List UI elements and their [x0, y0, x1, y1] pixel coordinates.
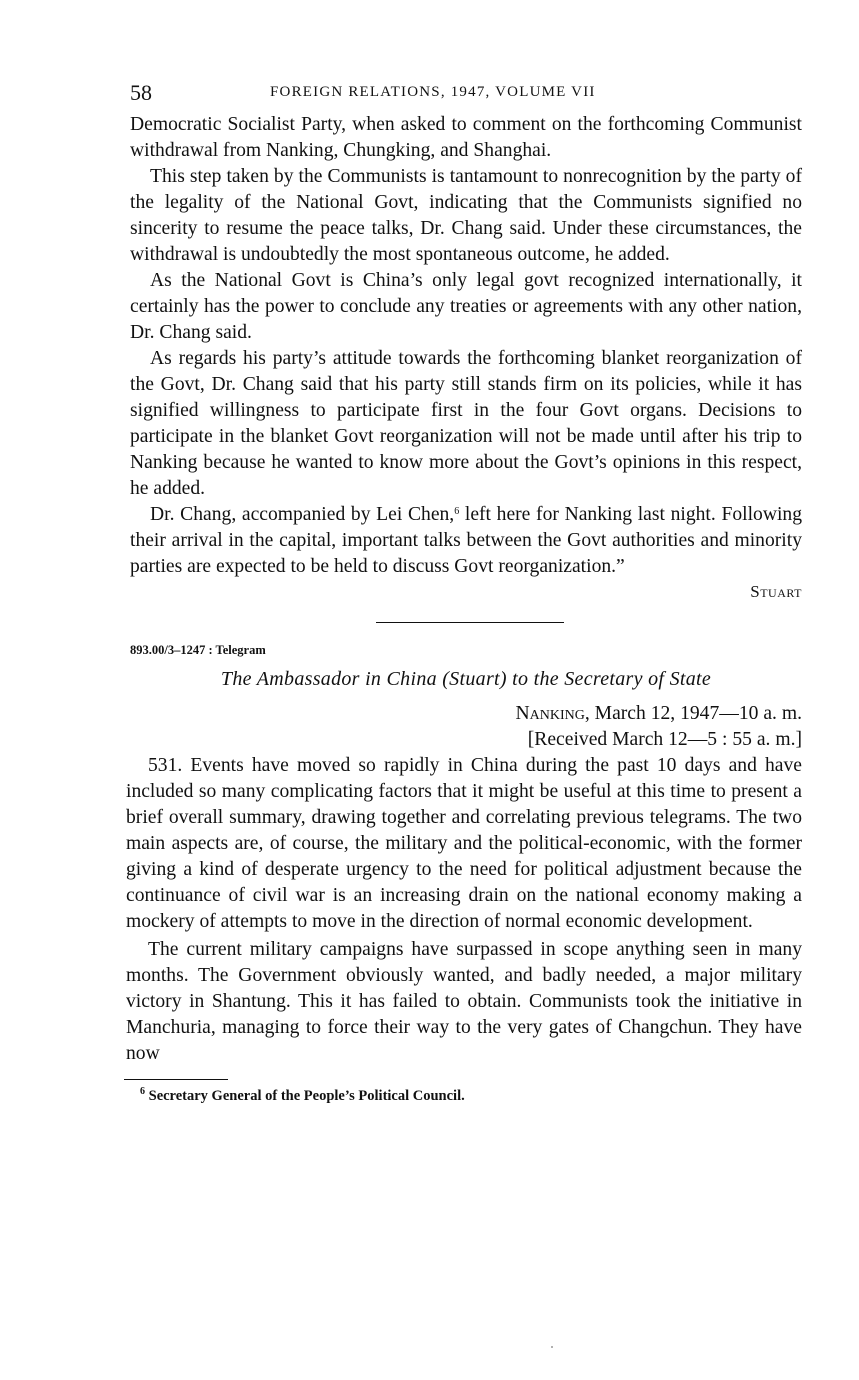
dateline	[130, 701, 802, 753]
place-name: Nanking	[515, 703, 585, 724]
paragraph-text: left here for Nanking last night. Following their arrival in the capital, important talks between the Govt authorities and minority parties are expected to be held to discuss Govt reorganization.”	[130, 504, 803, 577]
date-text: , March 12, 1947—10 a. m.	[584, 703, 802, 724]
document-page	[126, 80, 803, 1105]
paragraph: This step taken by the Communists is tantamount to nonrecognition by the party of the legality of the National Govt, indicating that the Communists signified no sincerity to resume the peace talks, Dr. Chang said. Under these circumstances, the withdrawal is undoubtedly the most spontaneous outcome, he added.	[130, 166, 802, 265]
paragraph: The current military campaigns have surpassed in scope anything seen in many months. The Government obviously wanted, and badly needed, a major military victory in Shantung. This it has failed to obtain. Communists took the initiative in Manchuria, managing to force their way to the very gates of Changchun. They have now	[126, 939, 802, 1064]
previous-telegram-continuation	[130, 112, 802, 580]
date-received: [Received March 12—5 : 55 a. m.]	[527, 729, 802, 750]
paragraph: Democratic Socialist Party, when asked to comment on the forthcoming Communist withdrawal from Nanking, Chungking, and Shanghai.	[130, 114, 802, 161]
paragraph	[130, 502, 802, 580]
telegram-body	[126, 753, 802, 1067]
paragraph: As regards his party’s attitude towards the forthcoming blanket reorganization of the Govt, Dr. Chang said that his party still stands firm on its policies, while it has signified willingness to participate first in the four Govt organs. Decisions to participate in the blanket Govt reorganization will not be made until after his trip to Nanking because he wanted to know more about the Govt’s opinions in this respect, he added.	[130, 348, 802, 499]
running-title: FOREIGN RELATIONS, 1947, VOLUME VII	[270, 84, 596, 100]
paragraph-text: Dr. Chang, accompanied by Lei Chen,	[150, 504, 455, 525]
paragraph: 531. Events have moved so rapidly in China during the past 10 days and have included so many complicating factors that it might be useful at this time to present a brief overall summary, drawing together and correlating previous telegrams. The two main aspects are, of course, the military and the political-economic, with the former giving a kind of desperate urgency to the need for political adjustment because the continuance of civil war is an increasing drain on the national economy making a mockery of attempts to move in the direction of normal economic development.	[126, 755, 802, 932]
footnote-text: Secretary General of the People’s Political Council.	[145, 1088, 465, 1104]
page-number: 58	[130, 80, 152, 105]
date-sent	[130, 701, 802, 727]
running-header	[130, 80, 802, 112]
paragraph: As the National Govt is China’s only legal govt recognized internationally, it certainly has the power to conclude any treaties or agreements with any other nation, Dr. Chang said.	[130, 270, 802, 343]
footnote-marker: 6	[140, 1086, 145, 1097]
footnote-divider	[124, 1079, 228, 1080]
section-divider	[376, 622, 564, 623]
file-reference: 893.00/3–1247 : Telegram	[130, 643, 266, 657]
signature: Stuart	[750, 582, 802, 601]
footnote	[140, 1088, 802, 1105]
footnote-reference: 6	[454, 506, 460, 517]
document-title: The Ambassador in China (Stuart) to the Secretary of State	[220, 668, 712, 690]
scan-speck	[551, 1346, 553, 1348]
